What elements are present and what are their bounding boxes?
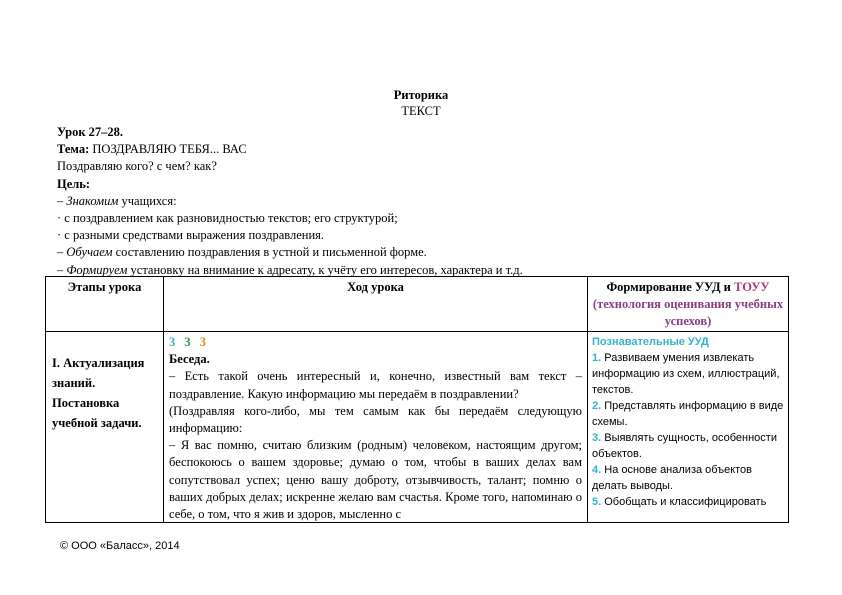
uud-item: 2. Представлять информацию в виде схемы.: [592, 400, 784, 428]
header-stages: Этапы урока: [46, 277, 164, 332]
stage-line: учебной задачи.: [52, 416, 142, 430]
lesson-question: Поздравляю кого? с чем? как?: [57, 159, 217, 174]
stage-cell: [46, 332, 164, 523]
goal-line-4: – Обучаем составлению поздравления в устной и письменной форме.: [57, 245, 427, 260]
stage-line: Постановка: [52, 396, 120, 410]
uud-item: 5. Обобщать и классифицировать: [592, 496, 767, 508]
goal-line-2: · с поздравлением как разновидностью текстов; его структурой;: [57, 211, 398, 226]
score-numbers: [169, 334, 582, 351]
score-number: 3: [184, 335, 191, 349]
goal-label: Цель:: [57, 176, 91, 191]
stage-line: I. Актуализация: [52, 356, 145, 370]
lesson-meta: [57, 124, 797, 279]
table-row: [46, 332, 789, 523]
course-paragraph: – Я вас помню, считаю близким (родным) человеком, настоящим другом; беспокоюсь о вашем здоровье; думаю о том, чтобы в ваших делах вам сопутствовал успех; ценю вашу доброту, отзывчивость, талант; помню о ваших добрых делах; искренне желаю вам счастья. Кроме того, напоминаю о себе, о том, что я жив и здоров, мысленно с: [169, 438, 582, 522]
uud-item: 1. Развиваем умения извлекать информацию из схем, иллюстраций, текстов.: [592, 352, 780, 396]
uud-heading: Познавательные УУД: [592, 336, 709, 348]
lesson-number: Урок 27–28.: [57, 125, 124, 139]
header-uud: Формирование УУД и ТОУУ (технология оценивания учебных успехов): [588, 277, 789, 332]
lesson-topic: Тема: ПОЗДРАВЛЯЮ ТЕБЯ... ВАС: [57, 142, 247, 157]
document-title: Риторика: [393, 88, 449, 102]
course-heading: Беседа.: [169, 352, 210, 367]
lesson-table: [45, 276, 789, 523]
goal-line-3: · с разными средствами выражения поздравления.: [57, 228, 325, 243]
uud-item: 3. Выявлять сущность, особенности объектов.: [592, 432, 777, 460]
course-cell: [164, 332, 588, 523]
stage-line: знаний.: [52, 376, 96, 390]
score-number: 3: [199, 335, 206, 349]
uud-item: 4. На основе анализа объектов делать выводы.: [592, 464, 753, 492]
course-paragraph: – Есть такой очень интересный и, конечно, известный вам текст – поздравление. Какую информацию мы передаём в поздравлении?: [169, 369, 582, 401]
course-paragraph: (Поздравляя кого-либо, мы тем самым как бы передаём следующую информацию:: [169, 403, 582, 436]
header-course: Ход урока: [164, 277, 588, 332]
goal-line-5: – Формируем установку на внимание к адресату, к учёту его интересов, характера и т.д.: [57, 262, 523, 277]
score-number: 3: [169, 335, 176, 349]
uud-cell: [588, 332, 789, 523]
copyright-footer: © ООО «Баласс», 2014: [60, 540, 180, 552]
document-subtitle: ТЕКСТ: [401, 104, 441, 118]
table-header-row: [46, 277, 789, 332]
goal-line-1: – Знакомим учащихся:: [57, 193, 177, 208]
